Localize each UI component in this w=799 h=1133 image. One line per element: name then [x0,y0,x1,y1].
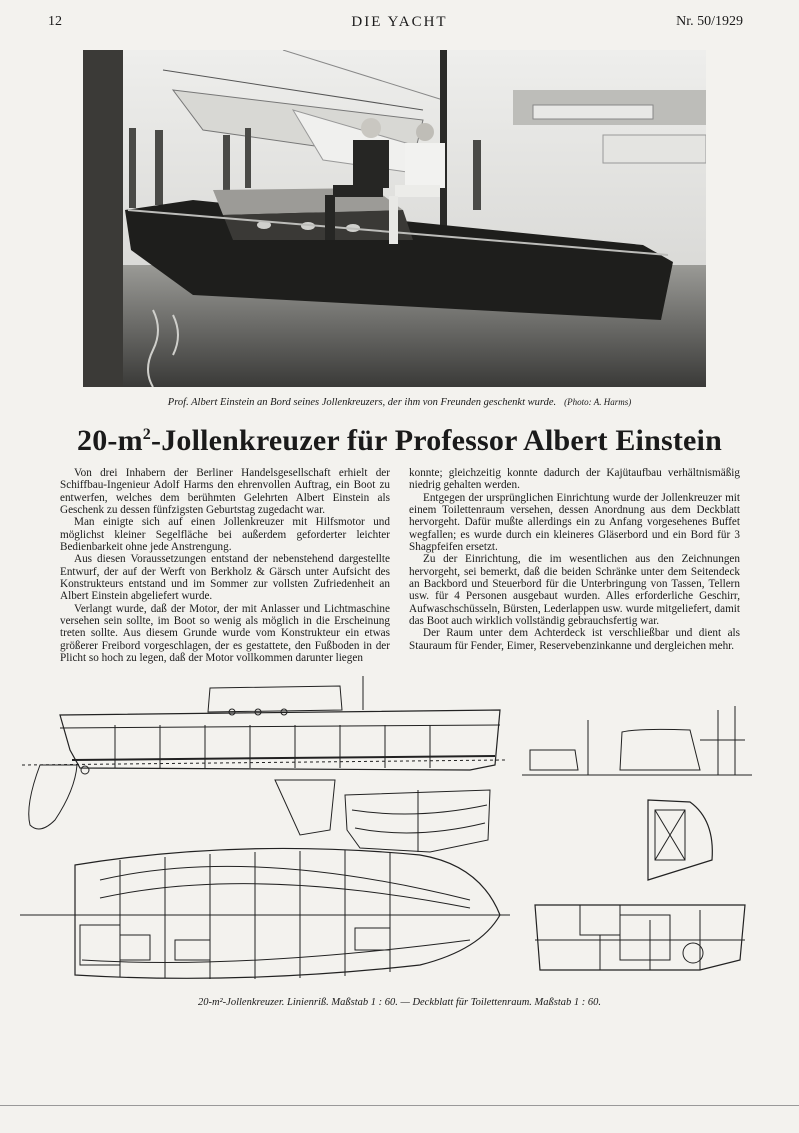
article-column-right [409,467,740,652]
paragraph-continuation: konnte; gleichzeitig konnte dadurch der Kajütaufbau verhältnismäßig niedrig gehalten werden. [409,467,740,492]
bottom-rule [0,1105,799,1106]
paragraph: Aus diesen Voraussetzungen entstand der nebenstehend dargestellte Entwurf, der auf der Werft von Berkholz & Gärsch unter Aufsicht des Konstrukteurs entstand und im Sommer zur vollsten Zufriedenheit an Albert Einstein abgeliefert wurde. [60,553,390,603]
photo-illustration [83,50,706,387]
photo-credit: (Photo: A. Harms) [564,397,632,407]
cabin-section-drawing [522,706,752,775]
paragraph: Der Raum unter dem Achterdeck ist verschließbar und dient als Stauraum für Fender, Eimer, Reservebenzinkanne und dergleichen mehr. [409,627,740,652]
article-column-left [60,467,390,665]
einstein-boat-photo [83,50,706,387]
side-profile-drawing [22,676,505,835]
magazine-title: DIE YACHT [351,14,448,30]
article-headline [0,424,799,458]
toilet-section-drawing [648,800,712,880]
drawings-svg [0,670,799,1000]
issue-number: Nr. 50/1929 [676,14,743,29]
interior-layout-drawing [535,905,745,970]
paragraph: Zu der Einrichtung, die im wesentlichen aus den Zeichnungen hervorgeht, sei bemerkt, daß die beiden Schränke unter dem Seitendeck an Backbord und Steuerbord für die Unterbringung von Tassen, Tellern usw. für 4 Personen ausgebaut wurden. Alles erforderliche Geschirr, Aufwaschschüsseln, Bürsten, Lederlappen usw. wurde mitgeliefert, damit das Boot auch wirklich vollständig gebrauchsfertig war. [409,553,740,628]
photo-caption-text: Prof. Albert Einstein an Bord seines Jollenkreuzers, der ihm von Freunden geschenkt wurde. [167,397,557,408]
body-plan-drawing [345,790,490,852]
paragraph: Von drei Inhabern der Berliner Handelsgesellschaft erhielt der Schiffbau-Ingenieur Adolf Harms den ehrenvollen Auftrag, ein Boot zu entwerfen, welches dem berühmten Gelehrten Albert Einstein als Geschenk zu dessen fünfzigsten Geburtstag zugedacht war. [60,467,390,517]
page-number: 12 [48,14,62,29]
technical-drawings [0,670,799,1000]
headline-superscript: 2 [142,426,151,443]
plan-view-drawing [20,848,510,979]
figure-caption: 20-m²-Jollenkreuzer. Linienriß. Maßstab 1 : 60. — Deckblatt für Toilettenraum. Maßstab 1 : 60. [197,997,602,1008]
paragraph: Man einigte sich auf einen Jollenkreuzer mit Hilfsmotor und möglichst kleiner Segelfläche bei außerdem geforderter leichter Bedienbarkeit ohne jede Anstrengung. [60,516,390,554]
running-head [0,14,799,36]
headline-rest: -Jollenkreuzer für Professor Albert Einstein [151,424,722,457]
headline-prefix: 20-m [77,424,143,457]
paragraph: Entgegen der ursprünglichen Einrichtung wurde der Jollenkreuzer mit einem Toilettenraum versehen, dessen Anordnung aus dem Deckblatt hervorgeht. Dafür mußte allerdings ein zu Anfang vorgesehenes Buffet wegfallen; es wurde durch ein kleineres Gläserbord und ein Bord für 3 Shagpfeifen ersetzt. [409,491,740,554]
paragraph: Verlangt wurde, daß der Motor, der mit Anlasser und Lichtmaschine versehen sein sollte, im Boot so wenig als möglich in die Erscheinung treten sollte. Aus diesem Grunde wurde vom Konstrukteur ein etwas größerer Freibord vorgeschlagen, der es gestattete, den Fußboden in der Plicht so hoch zu legen, daß der Motor vollkommen darunter liegen [60,602,390,665]
photo-caption [0,397,799,408]
